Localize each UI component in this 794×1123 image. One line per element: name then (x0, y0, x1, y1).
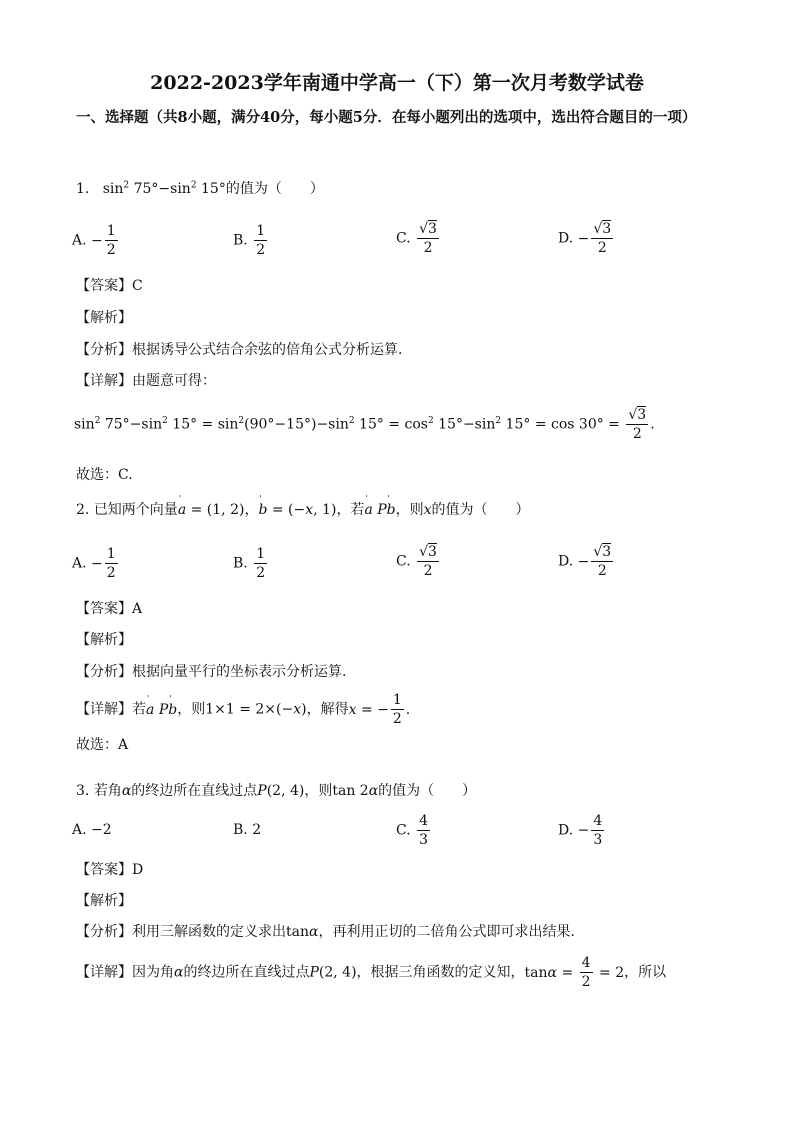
detail-text: ，解得 (306, 701, 349, 718)
answer-line (76, 859, 143, 879)
option-label: C. (396, 822, 411, 839)
option-label: A. (72, 822, 87, 838)
choose-tag: 故选： (76, 737, 118, 753)
detail-text: ，所以 (624, 964, 667, 981)
choose-tag: 故选： (76, 467, 118, 483)
section-heading: 一、选择题（共8小题，满分40分，每小题5分．在每小题列出的选项中，选出符合题目的一项） (76, 109, 697, 126)
option-b[interactable]: B. $\frac{1}{2}$ (233, 546, 266, 581)
option-label: A. (72, 232, 87, 249)
option-a[interactable]: A. −2 (72, 822, 112, 838)
option-c[interactable]: C. $\frac{4}{3}$ (396, 813, 429, 848)
choose-line (76, 464, 133, 484)
fenxi-line (76, 339, 402, 359)
detail-text: 若 (132, 701, 146, 718)
option-d[interactable]: D. − $\frac{4}{3}$ (558, 813, 603, 848)
question-3-stem: 3. 若角α的终边所在直线过点P(2, 4)，则tan 2α的值为（ ） (76, 783, 477, 799)
answer-value: D (132, 862, 144, 878)
answer-tag: 【答案】 (76, 862, 132, 878)
option-c[interactable]: C. $\frac{√3}{2}$ (396, 544, 437, 579)
option-label: B. (233, 232, 248, 249)
question-text: ，若 (336, 502, 365, 518)
question-number: 2. (76, 502, 90, 518)
detail-text: 由题意可得： (132, 373, 216, 389)
fenxi-line: 【分析】利用三解函数的定义求出tanα，再利用正切的二倍角公式即可求出结果. (76, 924, 575, 940)
option-c[interactable]: C. $\frac{√3}{2}$ (396, 221, 437, 256)
answer-value: A (132, 601, 143, 617)
question-text: 的值为（ ） (225, 181, 324, 197)
answer-value: C (132, 278, 143, 294)
question-2-stem: 2. 已知两个向量 ' a = (1, 2)， ' b = (−x, 1)，若 ' a P ' b，则x的值为（ ） (76, 494, 530, 518)
math-expression: $\sin^2 75^\circ-\sin^2$ 15° (93, 180, 226, 197)
fenxi-text: 根据诱导公式结合余弦的倍角公式分析运算. (132, 342, 403, 358)
option-d[interactable]: D. − $\frac{√3}{2}$ (558, 221, 612, 256)
option-label: A. (72, 555, 87, 572)
fenxi-tag: 【分析】 (76, 924, 132, 940)
detail-line (76, 370, 216, 390)
page-title: 2022-2023学年南通中学高一（下）第一次月考数学试卷 (150, 72, 644, 94)
detail-text: 因为角 (132, 964, 174, 981)
answer-tag: 【答案】 (76, 601, 132, 617)
fenxi-line (76, 661, 346, 681)
answer-tag: 【答案】 (76, 278, 132, 294)
question-text: ，则 (304, 783, 333, 799)
detail-text: 的终边所在直线过点 (183, 964, 310, 981)
option-label: D. (558, 822, 574, 839)
question-number: 1. (76, 181, 90, 197)
detail-text: ，则 (177, 701, 206, 718)
fenxi-text: 根据向量平行的坐标表示分析运算. (132, 664, 347, 680)
option-b[interactable]: B. $\frac{1}{2}$ (233, 223, 266, 258)
question-text: ，则 (395, 502, 424, 518)
detail-tag: 【详解】 (76, 964, 132, 981)
detail-text: ，根据三角函数的定义知， (356, 964, 525, 981)
analysis-tag: 【解析】 (76, 310, 132, 326)
question-text: 若角 (93, 783, 122, 799)
analysis-tag: 【解析】 (76, 632, 132, 648)
question-number: 3. (76, 783, 90, 799)
detail-tag: 【详解】 (76, 373, 132, 389)
question-text: 已知两个向量 (93, 502, 178, 518)
solution-equation: $\sin^2 75^\circ-\sin^2$ $15^\circ = \sin^2(90^\circ-15^\circ)-\sin^2$ $15^\circ = \cos^2 15^\circ-\sin^2$ 15° = cos 30° = $\frac{√3}{2}$ . (74, 407, 655, 442)
fenxi-text: 利用三解函数的定义求出 (132, 924, 286, 940)
answer-line (76, 275, 143, 295)
question-1-stem (76, 178, 324, 198)
choose-value: C. (118, 467, 133, 483)
option-label: C. (396, 553, 411, 570)
fenxi-tag: 【分析】 (76, 664, 132, 680)
detail-line: 【详解】因为角α的终边所在直线过点P(2, 4)，根据三角函数的定义知，tanα = $\frac{4}{2}$ = 2，所以 (76, 955, 667, 990)
fenxi-text: ，再利用正切的二倍角公式即可求出结果. (318, 924, 575, 940)
detail-line: 【详解】若 ' a P ' b，则1×1 = 2×(−x)，解得x = − $\frac{1}{2}$ . (76, 692, 411, 727)
question-text: 的值为（ ） (431, 502, 530, 518)
option-b[interactable]: B. 2 (233, 822, 262, 838)
fenxi-tag: 【分析】 (76, 342, 132, 358)
option-a[interactable]: A. − $\frac{1}{2}$ (72, 546, 116, 581)
option-label: C. (396, 230, 411, 247)
option-label: B. (233, 822, 248, 838)
option-a[interactable]: A. − $\frac{1}{2}$ (72, 223, 116, 258)
choose-line (76, 734, 128, 754)
choose-value: A (118, 737, 129, 753)
question-text: 的终边所在直线过点 (131, 783, 258, 799)
option-d[interactable]: D. − $\frac{√3}{2}$ (558, 544, 612, 579)
analysis-tag: 【解析】 (76, 893, 132, 909)
option-label: D. (558, 553, 574, 570)
answer-line (76, 598, 142, 618)
option-label: D. (558, 230, 574, 247)
detail-tag: 【详解】 (76, 701, 132, 718)
question-text: 的值为（ ） (378, 783, 477, 799)
option-label: B. (233, 555, 248, 572)
